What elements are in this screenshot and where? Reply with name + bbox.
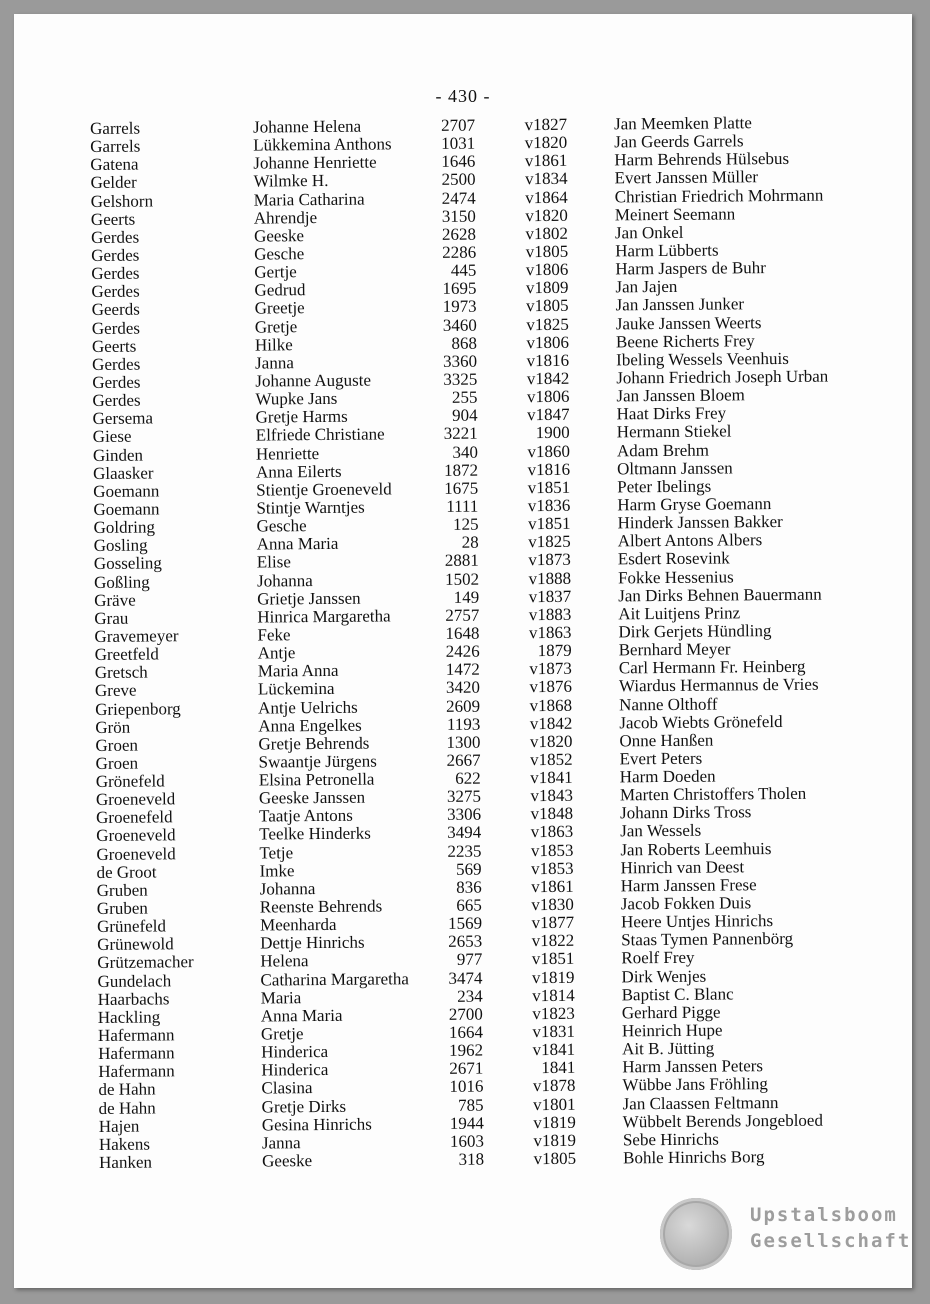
cell-num: 1973 (442, 297, 477, 317)
cell-given: Maria Anna (257, 661, 339, 681)
cell-given: Gretje Behrends (258, 733, 370, 754)
cell-year: v1814 (532, 985, 575, 1005)
cell-spouse: Heinrich Hupe (621, 1020, 723, 1041)
cell-spouse: Jan Janssen Bloem (616, 385, 745, 406)
cell-given: Gedrud (254, 280, 306, 300)
cell-surname: Gretsch (94, 662, 148, 683)
cell-surname: Hanken (99, 1152, 153, 1172)
cell-spouse: Dirk Wenjes (621, 966, 707, 987)
cell-year: v1876 (529, 677, 573, 697)
cell-surname: Gosling (93, 535, 148, 556)
cell-surname: Hafermann (97, 1025, 175, 1045)
cell-given: Greetje (254, 298, 305, 318)
cell-num: 3221 (443, 424, 478, 444)
cell-num: 2500 (441, 170, 476, 190)
cell-year: v1825 (528, 532, 571, 552)
cell-num: 2286 (442, 242, 477, 262)
cell-surname: de Hahn (98, 1079, 156, 1100)
cell-num: 2426 (445, 641, 480, 661)
cell-surname: Groen (95, 735, 139, 755)
page-number: - 430 - (435, 86, 491, 106)
cell-num: 2757 (445, 605, 480, 625)
cell-num: 1944 (449, 1113, 484, 1133)
cell-num: 622 (455, 768, 481, 788)
cell-num: 3460 (442, 315, 477, 335)
cell-num: 3306 (446, 804, 482, 825)
cell-year: v1820 (524, 132, 568, 153)
cell-spouse: Jan Dirks Behnen Bauermann (618, 584, 822, 606)
cell-spouse: Jauke Janssen Weerts (615, 312, 762, 333)
cell-year: v1863 (528, 622, 572, 643)
cell-surname: de Groot (96, 862, 157, 882)
cell-spouse: Roelf Frey (621, 948, 695, 968)
cell-surname: Grönefeld (95, 771, 165, 792)
cell-num: 2628 (441, 224, 477, 244)
cell-spouse: Jan Onkel (614, 222, 684, 243)
cell-given: Maria (260, 987, 302, 1008)
cell-year: v1888 (528, 568, 572, 588)
cell-spouse: Jan Wessels (620, 821, 702, 841)
cell-num: 836 (456, 877, 482, 897)
cell-year: v1805 (533, 1148, 577, 1169)
cell-given: Anna Maria (260, 1005, 343, 1026)
cell-given: Geeske (253, 225, 305, 246)
cell-surname: Gosseling (93, 553, 162, 574)
cell-spouse: Evert Janssen Müller (614, 167, 759, 188)
cell-surname: Gundelach (97, 970, 172, 991)
cell-surname: Gersema (92, 408, 154, 429)
cell-num: 1111 (446, 496, 479, 516)
cell-surname: Grützemacher (97, 952, 194, 973)
cell-num: 569 (455, 859, 482, 879)
cell-year: 1841 (541, 1058, 576, 1078)
cell-year: v1819 (533, 1130, 577, 1151)
cell-num: 1193 (446, 714, 481, 734)
cell-given: Anna Maria (256, 534, 339, 554)
cell-year: v1801 (533, 1094, 576, 1114)
cell-year: v1863 (530, 822, 574, 842)
cell-given: Maria Catharina (253, 189, 365, 210)
cell-surname: Goemann (93, 499, 160, 519)
cell-num: 665 (456, 895, 482, 915)
cell-year: v1816 (527, 459, 571, 479)
cell-num: 785 (458, 1095, 484, 1115)
cell-given: Swaantje Jürgens (258, 751, 377, 772)
cell-surname: Grünewold (97, 934, 174, 955)
cell-num: 2881 (444, 550, 479, 571)
cell-year: v1861 (524, 151, 568, 171)
cell-given: Anna Engelkes (258, 715, 362, 736)
cell-given: Gertje (254, 262, 297, 282)
cell-num: 3494 (447, 823, 482, 843)
cell-given: Hinderica (261, 1060, 329, 1080)
cell-num: 3420 (445, 677, 481, 698)
cell-given: Imke (259, 861, 295, 881)
cell-year: v1842 (526, 368, 570, 389)
cell-num: 2667 (446, 750, 481, 770)
seal-icon (660, 1198, 732, 1270)
cell-spouse: Ait Luitjens Prinz (618, 603, 741, 624)
cell-year: v1852 (530, 749, 573, 770)
cell-year: v1853 (530, 840, 574, 860)
cell-spouse: Hinderk Janssen Bakker (617, 512, 783, 533)
cell-spouse: Oltmann Janssen (616, 458, 733, 479)
cell-spouse: Haat Dirks Frey (616, 403, 727, 424)
cell-spouse: Evert Peters (619, 748, 703, 769)
cell-num: 318 (458, 1149, 485, 1169)
cell-given: Janna (261, 1133, 301, 1153)
cell-given: Gretje Dirks (261, 1096, 347, 1117)
cell-given: Hilke (254, 334, 293, 355)
cell-num: 1016 (449, 1077, 484, 1097)
cell-num: 1472 (445, 659, 480, 680)
cell-year: v1819 (531, 967, 575, 987)
cell-spouse: Bohle Hinrichs Borg (622, 1147, 765, 1168)
cell-given: Stintje Warntjes (256, 497, 365, 518)
marriage-register-list (90, 113, 879, 1172)
cell-surname: Groeneveld (95, 789, 176, 810)
cell-given: Dettje Hinrichs (260, 932, 365, 953)
cell-num: 868 (451, 333, 478, 353)
cell-given: Elfriede Christiane (255, 424, 385, 445)
cell-spouse: Adam Brehm (616, 440, 710, 460)
cell-year: v1820 (525, 205, 568, 225)
cell-surname: Griepenborg (95, 698, 181, 719)
cell-given: Anna Eilerts (255, 461, 342, 482)
cell-year: v1806 (525, 259, 569, 280)
cell-spouse: Jan Claassen Feltmann (622, 1092, 779, 1113)
cell-year: v1864 (525, 187, 568, 207)
cell-num: 3474 (448, 968, 483, 988)
cell-given: Gesche (256, 516, 307, 536)
cell-given: Feke (257, 625, 291, 645)
cell-spouse: Gerhard Pigge (621, 1002, 721, 1023)
cell-year: v1847 (527, 405, 570, 425)
cell-year: v1825 (526, 314, 569, 334)
cell-surname: Gerdes (91, 318, 141, 338)
cell-num: 3150 (441, 206, 476, 226)
cell-surname: Geerds (91, 299, 140, 320)
cell-spouse: Harm Doeden (619, 766, 716, 787)
cell-surname: Hafermann (98, 1061, 175, 1082)
cell-spouse: Harm Janssen Peters (622, 1056, 764, 1077)
cell-given: Ahrendje (253, 207, 318, 228)
cell-year: v1806 (526, 386, 570, 407)
cell-num: 340 (452, 442, 478, 462)
cell-year: v1827 (524, 114, 568, 135)
cell-given: Gretje Harms (255, 407, 348, 427)
cell-given: Geeske Janssen (258, 787, 366, 808)
cell-surname: Goemann (93, 481, 160, 501)
cell-given: Antje (257, 643, 296, 663)
cell-year: v1834 (524, 169, 568, 189)
cell-num: 1031 (441, 133, 476, 154)
cell-spouse: Wübbelt Berends Jongebloed (622, 1110, 824, 1132)
cell-spouse: Johann Friedrich Joseph Urban (616, 366, 829, 388)
cell-spouse: Esdert Rosevink (617, 548, 730, 569)
cell-surname: Geerts (90, 209, 136, 229)
cell-num: 2609 (446, 696, 481, 716)
cell-year: v1837 (528, 586, 572, 606)
cell-surname: Gerdes (92, 372, 141, 392)
cell-given: Johanne Auguste (255, 370, 372, 391)
cell-surname: Glaasker (92, 463, 154, 483)
cell-num: 255 (451, 387, 478, 407)
cell-spouse: Staas Tymen Pannenbörg (621, 929, 794, 950)
cell-surname: Gerdes (92, 354, 141, 374)
cell-spouse: Jan Meemken Platte (613, 113, 752, 134)
cell-spouse: Harm Janssen Frese (620, 875, 757, 896)
cell-year: v1842 (529, 713, 573, 733)
cell-given: Wilmke H. (253, 171, 329, 191)
cell-surname: Gerdes (92, 390, 141, 411)
cell-surname: Gruben (96, 898, 148, 919)
cell-given: Tetje (259, 842, 294, 863)
cell-num: 1675 (444, 478, 479, 498)
cell-year: v1851 (531, 949, 575, 969)
cell-given: Geeske (262, 1151, 313, 1171)
cell-num: 28 (461, 532, 479, 553)
cell-year: v1860 (527, 441, 570, 461)
cell-given: Janna (255, 353, 294, 373)
cell-spouse: Baptist C. Blanc (621, 984, 734, 1005)
cell-spouse: Beene Richerts Frey (615, 330, 755, 352)
cell-surname: Haarbachs (97, 989, 170, 1009)
cell-num: 1962 (449, 1040, 484, 1061)
cell-given: Grietje Janssen (257, 588, 361, 609)
cell-surname: Gruben (96, 880, 148, 900)
cell-year: v1806 (526, 332, 570, 352)
cell-given: Johanna (259, 878, 316, 899)
cell-surname: Geerts (91, 336, 137, 356)
cell-year: v1820 (529, 731, 573, 751)
cell-num: 1695 (442, 278, 477, 299)
cell-num: 2671 (449, 1058, 484, 1079)
cell-spouse: Hinrich van Deest (620, 857, 745, 878)
cell-num: 445 (450, 260, 477, 280)
cell-spouse: Wiardus Hermannus de Vries (618, 675, 819, 696)
cell-year: v1878 (532, 1076, 576, 1096)
cell-num: 1300 (446, 732, 481, 752)
cell-surname: Gerdes (90, 227, 140, 247)
cell-year: v1805 (526, 296, 569, 316)
cell-year: v1816 (526, 350, 570, 371)
cell-year: v1877 (531, 912, 575, 933)
cell-spouse: Wübbe Jans Fröhling (622, 1074, 768, 1095)
cell-given: Henriette (255, 443, 320, 464)
cell-spouse: Carl Hermann Fr. Heinberg (618, 656, 806, 678)
cell-given: Teelke Hinderks (259, 824, 371, 845)
cell-given: Reenste Behrends (259, 896, 383, 917)
cell-surname: Garrels (90, 136, 141, 157)
cell-surname: Goßling (93, 572, 150, 592)
cell-spouse: Jan Geerds Garrels (614, 131, 744, 152)
cell-spouse: Harm Behrends Hülsebus (614, 149, 790, 170)
cell-spouse: Harm Lübberts (615, 240, 719, 261)
cell-surname: Greve (94, 680, 137, 701)
cell-num: 904 (452, 405, 478, 426)
cell-given: Helena (260, 951, 309, 972)
cell-year: v1802 (525, 223, 569, 244)
cell-year: 1900 (535, 423, 570, 443)
cell-spouse: Hermann Stiekel (616, 421, 732, 442)
cell-spouse: Nanne Olthoff (619, 694, 718, 714)
cell-spouse: Jan Jajen (615, 277, 678, 297)
cell-given: Gretje (254, 316, 298, 337)
cell-year: v1853 (530, 858, 574, 878)
cell-spouse: Meinert Seemann (614, 204, 736, 225)
cell-spouse: Jan Janssen Junker (615, 294, 745, 315)
cell-surname: Hackling (97, 1007, 161, 1027)
cell-num: 1502 (444, 569, 480, 589)
cell-year: 1879 (537, 640, 572, 661)
cell-spouse: Marten Christoffers Tholen (619, 783, 807, 805)
cell-num: 1569 (447, 913, 483, 934)
cell-num: 3275 (446, 786, 481, 807)
cell-num: 1603 (449, 1131, 485, 1151)
cell-year: v1873 (529, 659, 572, 679)
cell-given: Lükkemina Anthons (253, 134, 392, 155)
cell-given: Meenharda (259, 915, 337, 935)
cell-surname: Garrels (89, 118, 141, 138)
cell-given: Hinderica (261, 1042, 329, 1062)
cell-year: v1868 (529, 695, 573, 715)
cell-year: v1843 (530, 786, 573, 806)
cell-year: v1823 (532, 1003, 575, 1024)
cell-num: 2235 (447, 841, 482, 861)
cell-year: v1873 (528, 550, 571, 570)
cell-num: 2707 (440, 115, 476, 135)
cell-surname: Gelder (90, 173, 137, 193)
cell-spouse: Christian Friedrich Mohrmann (614, 185, 824, 206)
cell-num: 1648 (445, 623, 480, 643)
cell-given: Johanne Henriette (253, 152, 377, 173)
cell-spouse: Jacob Wiebts Grönefeld (619, 711, 783, 733)
cell-surname: Grau (94, 608, 129, 628)
cell-spouse: Albert Antons Albers (617, 530, 763, 551)
cell-given: Gretje (260, 1024, 304, 1044)
cell-num: 2474 (441, 188, 476, 208)
cell-given: Taatje Antons (259, 806, 353, 826)
cell-year: v1851 (527, 513, 571, 534)
cell-spouse: Ibeling Wessels Veenhuis (616, 348, 789, 370)
cell-year: v1848 (530, 804, 574, 824)
cell-surname: Giese (92, 427, 132, 447)
cell-num: 2700 (448, 1004, 483, 1024)
cell-year: v1831 (532, 1021, 576, 1042)
cell-num: 1872 (443, 460, 479, 480)
cell-year: v1851 (527, 477, 571, 498)
cell-num: 977 (456, 950, 483, 970)
cell-num: 149 (453, 587, 480, 607)
cell-surname: Gerdes (91, 281, 140, 302)
cell-given: Elsina Petronella (258, 769, 375, 790)
cell-surname: Groeneveld (96, 843, 176, 864)
cell-num: 1646 (441, 151, 476, 172)
cell-year: v1861 (531, 876, 574, 897)
cell-num: 234 (457, 986, 483, 1006)
cell-spouse: Sebe Hinrichs (622, 1129, 719, 1150)
cell-num: 1664 (448, 1022, 484, 1042)
cell-surname: Hakens (98, 1134, 151, 1154)
cell-spouse: Dirk Gerjets Hündling (618, 621, 772, 642)
cell-given: Stientje Groeneveld (256, 479, 392, 500)
cell-spouse: Ait B. Jütting (622, 1038, 715, 1059)
cell-spouse: Jan Roberts Leemhuis (620, 838, 772, 860)
cell-spouse: Johann Dirks Tross (619, 802, 752, 823)
watermark-line-1: Upstalsboom (750, 1204, 898, 1226)
cell-surname: Gatena (90, 154, 139, 175)
cell-spouse: Harm Gryse Goemann (617, 494, 772, 515)
cell-num: 2653 (448, 931, 483, 952)
cell-num: 3360 (443, 351, 478, 371)
cell-spouse: Peter Ibelings (617, 476, 712, 497)
cell-year: v1819 (533, 1112, 576, 1132)
cell-year: v1805 (525, 241, 569, 262)
cell-surname: Gerdes (91, 263, 140, 284)
cell-given: Catharina Margaretha (260, 968, 409, 990)
cell-surname: Hafermann (98, 1043, 175, 1064)
cell-year: v1841 (532, 1039, 576, 1060)
cell-surname: Hajen (98, 1116, 140, 1136)
cell-num: 3325 (443, 369, 478, 389)
cell-surname: Groenefeld (96, 807, 173, 828)
cell-surname: Grön (95, 717, 131, 737)
cell-surname: Grünefeld (96, 916, 167, 937)
cell-surname: Gravemeyer (94, 626, 179, 646)
cell-surname: de Hahn (98, 1098, 156, 1118)
cell-surname: Goldring (93, 517, 156, 538)
cell-spouse: Onne Hanßen (619, 730, 714, 751)
cell-given: Antje Uelrichs (258, 697, 358, 718)
cell-spouse: Heere Untjes Hinrichs (620, 911, 774, 932)
cell-surname: Gerdes (91, 245, 140, 265)
cell-surname: Greetfeld (94, 644, 159, 665)
cell-surname: Gelshorn (90, 191, 154, 211)
cell-surname: Ginden (92, 445, 144, 465)
cell-year: v1883 (528, 604, 572, 624)
watermark-line-2: Gesellschaft (750, 1230, 912, 1252)
cell-surname: Groen (95, 753, 139, 773)
cell-given: Johanne Helena (252, 116, 362, 137)
cell-year: v1836 (527, 495, 571, 516)
watermark (660, 1198, 910, 1280)
cell-year: v1830 (531, 894, 574, 915)
cell-given: Gesche (254, 244, 305, 264)
cell-surname: Groeneveld (96, 825, 176, 846)
cell-given: Wupke Jans (255, 388, 338, 409)
cell-spouse: Harm Jaspers de Buhr (615, 258, 767, 279)
cell-spouse: Fokke Hessenius (617, 566, 734, 587)
cell-given: Hinrica Margaretha (257, 606, 391, 627)
cell-given: Gesina Hinrichs (261, 1114, 372, 1135)
cell-given: Elise (256, 552, 291, 572)
cell-spouse: Jacob Fokken Duis (620, 893, 752, 914)
cell-spouse: Bernhard Meyer (618, 639, 731, 660)
cell-given: Lückemina (257, 679, 335, 699)
cell-given: Clasina (261, 1078, 313, 1098)
cell-year: v1822 (531, 931, 575, 951)
cell-year: v1809 (525, 278, 569, 298)
cell-given: Johanna (256, 570, 313, 591)
cell-year: v1841 (530, 767, 573, 788)
cell-num: 125 (452, 514, 479, 534)
document-page (14, 14, 912, 1288)
cell-surname: Gräve (94, 590, 136, 610)
